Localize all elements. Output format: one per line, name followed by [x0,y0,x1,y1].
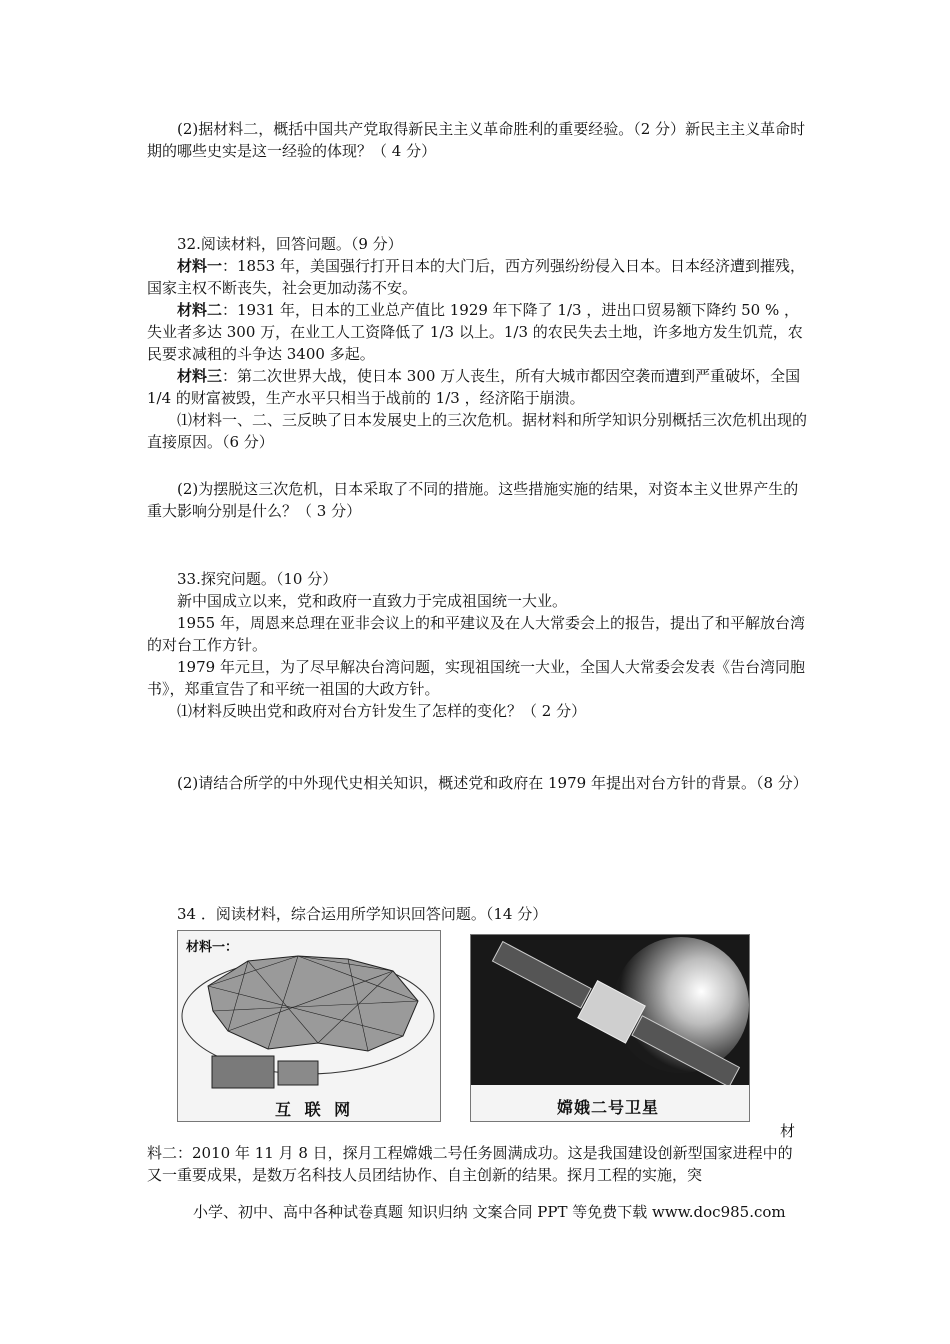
q33-para-2: 1955 年，周恩来总理在亚非会议上的和平建议及在人大常委会上的报告，提出了和平解放台湾的对台工作方针。 [147,614,805,654]
material-label: 材料二 [177,301,223,319]
material-text: ：1931 年，日本的工业总产值比 1929 年下降了 1/3 ，进出口贸易额下降约 50 % ，失业者多达 300 万，在业工人工资降低了 1/3 以上。1/3 的农民失去土地，许多地方发生饥荒，农民要求减租的斗争达 3400 多起。 [147,301,803,363]
q32-material-2 [147,299,807,365]
page-footer: 小学、初中、高中各种试卷真题 知识归纳 文案合同 PPT 等免费下载 www.doc985.com [193,1203,786,1221]
satellite-photo [471,935,750,1085]
q32-title: 32.阅读材料，回答问题。（9 分） [177,235,403,253]
satellite-illustration [471,935,750,1085]
q32-sub1: ⑴材料一、二、三反映了日本发展史上的三次危机。据材料和所学知识分别概括三次危机出现的直接原因。（6 分） [147,411,808,451]
q33-sub2: (2)请结合所学的中外现代史相关知识，概述党和政府在 1979 年提出对台方针的背景。（8 分） [177,774,808,792]
q32-sub2: (2)为摆脱这三次危机，日本采取了不同的措施。这些措施实施的结果，对资本主义世界产生的重大影响分别是什么？（ 3 分） [147,480,799,520]
q31-sub2: (2)据材料二，概括中国共产党取得新民主主义革命胜利的重要经验。（2 分）新民主主义革命时期的哪些史实是这一经验的体现？（ 4 分） [147,120,806,160]
q33-para-1: 新中国成立以来，党和政府一直致力于完成祖国统一大业。 [177,592,568,610]
material-label: 材料一 [177,257,223,275]
q32-material-3 [147,365,807,409]
material-text: ：第二次世界大战，使日本 300 万人丧生，所有大城市都因空袭而遭到严重破坏，全国 1/4 的财富被毁，生产水平只相当于战前的 1/3 ，经济陷于崩溃。 [147,367,801,407]
material-label: 材料三 [177,367,223,385]
q33-sub1: ⑴材料反映出党和政府对台方针发生了怎样的变化？（ 2 分） [177,702,587,720]
satellite-figure [470,934,750,1122]
figure-caption: 互 联 网 [275,1100,355,1119]
q33-title: 33.探究问题。（10 分） [177,570,338,588]
q32-material-1 [147,255,807,299]
network-map-illustration [178,931,441,1122]
q34-trailing-char: 材 [780,1122,796,1140]
q34-title: 34 ．阅读材料，综合运用所学知识回答问题。（14 分） [177,905,548,923]
internet-map-figure [177,930,441,1122]
figure-caption: 嫦娥二号卫星 [557,1098,660,1117]
q33-para-3: 1979 年元旦，为了尽早解决台湾问题，实现祖国统一大业，全国人大常委会发表《告台湾同胞书》，郑重宣告了和平统一祖国的大政方针。 [147,658,805,698]
material-text: ：1853 年，美国强行打开日本的大门后，西方列强纷纷侵入日本。日本经济遭到摧残，国家主权不断丧失，社会更加动荡不安。 [147,257,805,297]
figure-label: 材料一： [186,940,239,955]
q34-material-2: 料二：2010 年 11 月 8 日，探月工程嫦娥二号任务圆满成功。这是我国建设创新型国家进程中的又一重要成果，是数万名科技人员团结协作、自主创新的结果。探月工程的实施，突 [147,1144,793,1184]
